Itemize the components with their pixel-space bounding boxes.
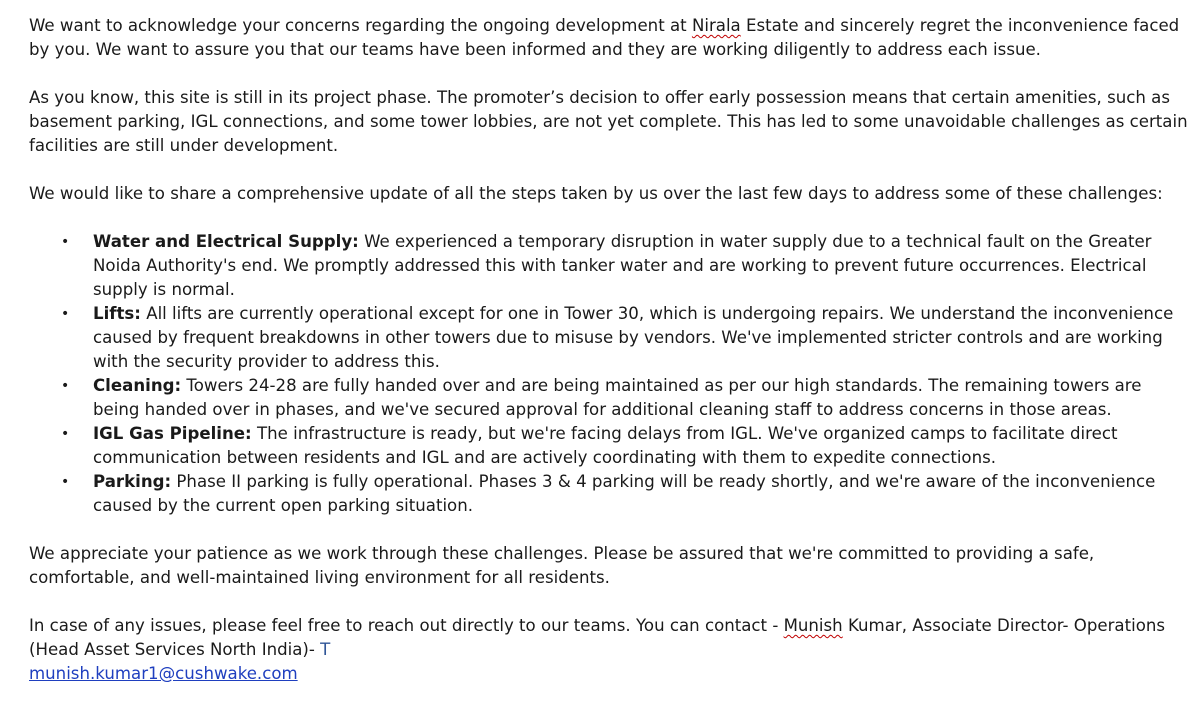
bullet-igl-gas-pipeline (29, 422, 1189, 470)
bullet-icon: • (61, 306, 70, 322)
document-body (29, 14, 1189, 710)
bullet-text: The infrastructure is ready, but we're facing delays from IGL. We've organized camps to facilitate direct communication between residents and IGL and are actively coordinating with them to expedite connections. (93, 424, 1118, 467)
update-bullet-list (29, 230, 1189, 518)
contact-text-end: Kumar, Associate Director- Operations (Head Asset Services North India)- (29, 616, 1166, 659)
bullet-icon: • (61, 426, 70, 442)
bullet-term: Parking: (93, 472, 172, 491)
bullet-cleaning (29, 374, 1189, 422)
paragraph-contact (29, 614, 1189, 686)
contact-email-link[interactable]: munish.kumar1@cushwake.com (29, 664, 298, 683)
contact-text-start: In case of any issues, please feel free to reach out directly to our teams. You can contact - (29, 616, 784, 635)
bullet-text: All lifts are currently operational except for one in Tower 30, which is undergoing repairs. We understand the inconvenience caused by frequent breakdowns in other towers due to misuse by vendors. We've implemented stricter controls and are working with the security provider to address this. (93, 304, 1174, 371)
paragraph-update-intro: We would like to share a comprehensive update of all the steps taken by us over the last few days to address some of these challenges: (29, 184, 1163, 203)
para1-text-start: We want to acknowledge your concerns regarding the ongoing development at (29, 16, 692, 35)
paragraph-project-phase: As you know, this site is still in its project phase. The promoter’s decision to offer early possession means that certain amenities, such as basement parking, IGL connections, and some tower lobbies, are not yet complete. This has led to some unavoidable challenges as certain facilities are still under development. (29, 88, 1188, 155)
bullet-water-electrical (29, 230, 1189, 302)
paragraph-appreciation: We appreciate your patience as we work through these challenges. Please be assured that we're committed to providing a safe, comfortable, and well-maintained living environment for all residents. (29, 544, 1095, 587)
bullet-icon: • (61, 474, 70, 490)
bullet-text: Phase II parking is fully operational. Phases 3 & 4 parking will be ready shortly, and we're aware of the inconvenience caused by the current open parking situation. (93, 472, 1156, 515)
contact-phone-prefix: T (320, 640, 331, 659)
bullet-parking (29, 470, 1189, 518)
spellcheck-word-nirala[interactable]: Nirala (691, 16, 741, 35)
bullet-term: IGL Gas Pipeline: (93, 424, 252, 443)
para1-text-end: Estate and sincerely regret the inconvenience faced by you. We want to assure you that our teams have been informed and they are working diligently to address each issue. (29, 16, 1180, 59)
bullet-text: We experienced a temporary disruption in water supply due to a technical fault on the Greater Noida Authority's end. We promptly addressed this with tanker water and are working to prevent future occurrences. Electrical supply is normal. (93, 232, 1152, 299)
paragraph-acknowledgement (29, 14, 1189, 62)
bullet-term: Water and Electrical Supply: (93, 232, 359, 251)
bullet-text: Towers 24-28 are fully handed over and are being maintained as per our high standards. The remaining towers are being handed over in phases, and we've secured approval for additional cleaning staff to address concerns in those areas. (93, 376, 1142, 419)
bullet-lifts (29, 302, 1189, 374)
bullet-icon: • (61, 234, 70, 250)
bullet-term: Lifts: (93, 304, 141, 323)
bullet-icon: • (61, 378, 70, 394)
bullet-term: Cleaning: (93, 376, 182, 395)
spellcheck-word-munish[interactable]: Munish (783, 616, 843, 635)
